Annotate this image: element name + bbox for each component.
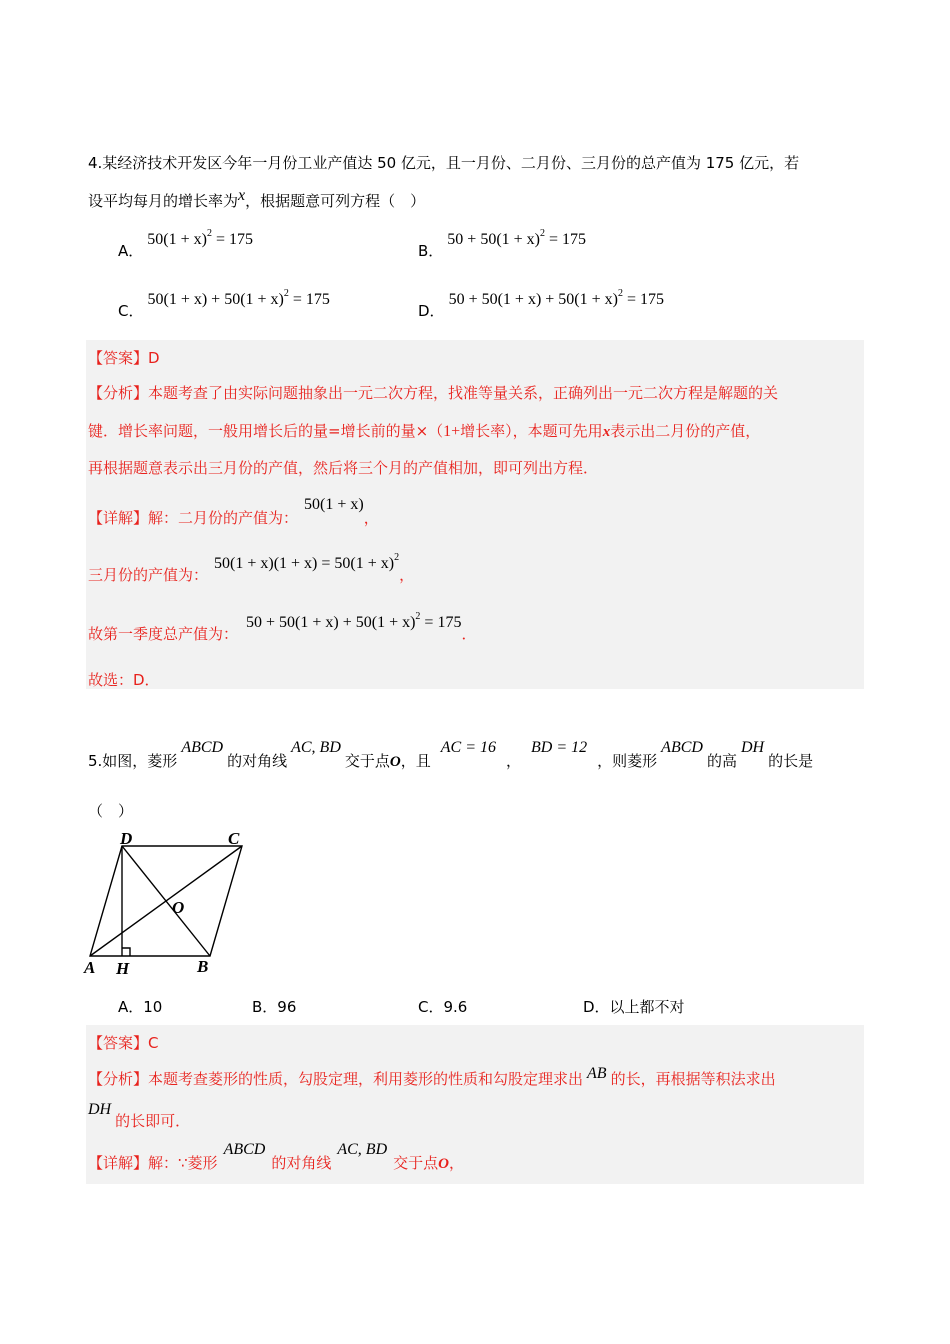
rhombus-figure: [80, 832, 260, 980]
q4-option-c-label: C．: [118, 302, 144, 320]
q5-analysis-text2: 的长即可．: [115, 1112, 191, 1130]
q4-detail-formula2: $50(1 + x)(1 + x) = 50(1 + x)^2$: [214, 552, 400, 572]
label-b: B: [197, 957, 209, 976]
q4-analysis-text2a: 键．增长率问题，一般用增长后的量=增长前的量×（: [88, 422, 444, 440]
label-h: H: [116, 959, 130, 978]
q4-analysis-line2: [88, 420, 760, 441]
label-c: C: [228, 832, 240, 848]
q4-analysis-tag: 【分析】: [88, 384, 149, 402]
q5-analysis-dh: DH: [88, 1101, 112, 1118]
q4-option-a[interactable]: [118, 228, 253, 260]
q4-detail-formula1: 50(1 + x): [304, 496, 364, 513]
q4-option-d[interactable]: [418, 288, 664, 320]
q5-option-d[interactable]: D．以上都不对: [583, 998, 685, 1016]
q4-analysis-text2b: 增长率），本题可先用: [460, 422, 603, 440]
q4-detail-comma2: ，: [399, 566, 415, 584]
q5-detail-line1: [88, 1138, 465, 1172]
label-d: D: [120, 832, 133, 848]
q5-analysis-text1a: 本题考查菱形的性质，勾股定理，利用菱形的性质和勾股定理求出: [148, 1070, 584, 1088]
q4-line2-a: 设平均每月的增长率为: [88, 192, 239, 210]
q5-acbd: AC, BD: [291, 739, 341, 756]
q4-detail-text2: 三月份的产值为：: [88, 566, 209, 584]
q4-var-x: x: [238, 187, 246, 204]
q5-analysis-line1: [88, 1062, 776, 1088]
q5-detail-tag: 【详解】: [88, 1154, 149, 1172]
q4-detail-text3: 故第一季度总产值为：: [88, 625, 239, 643]
q4-detail-formula3: $50 + 50(1 + x) + 50(1 + x)^2 = 175$: [246, 611, 462, 631]
q5-text5: ，则菱形: [597, 752, 658, 770]
q5-detail-acbd: AC, BD: [337, 1141, 388, 1158]
q5-bd12: BD = 12: [531, 739, 588, 756]
q5-abcd: ABCD: [181, 739, 224, 756]
q5-option-b[interactable]: B．96: [252, 998, 297, 1016]
q4-option-b-formula: $50 + 50(1 + x)^2 = 175$: [447, 228, 587, 248]
label-a: A: [84, 958, 96, 977]
q4-option-d-label: D．: [418, 302, 445, 320]
q5-analysis-tag: 【分析】: [88, 1070, 149, 1088]
q4-option-b-label: B．: [418, 242, 444, 260]
q4-option-a-formula: $50(1 + x)^2 = 175$: [147, 228, 253, 248]
q5-detail-o: O: [438, 1156, 449, 1172]
q4-analysis-line1: [88, 382, 778, 403]
q5-point-o: O: [389, 754, 401, 770]
q5-text3: 交于点: [344, 752, 390, 770]
q4-option-d-formula: $50 + 50(1 + x) + 50(1 + x)^2 = 175$: [448, 288, 664, 308]
q4-option-a-label: A．: [118, 242, 144, 260]
diagonal-bd: [122, 846, 210, 956]
q4-line1: 4.某经济技术开发区今年一月份工业产值达 50 亿元，且一月份、二月份、三月份的总产值为 175 亿元，若: [88, 154, 800, 172]
q5-detail-abcd: ABCD: [223, 1141, 266, 1158]
q5-detail-text1b: 的对角线: [271, 1154, 332, 1172]
q5-paren: （ ）: [88, 802, 134, 820]
q5-option-a[interactable]: A．10: [118, 998, 163, 1016]
q5-text6: 的高: [706, 752, 737, 770]
q4-analysis-line3: 再根据题意表示出三月份的产值，然后将三个月的产值相加，即可列出方程．: [88, 459, 599, 477]
q5-detail-text1a: 解：∵菱形: [148, 1154, 218, 1172]
q4-detail-comma1: ，: [363, 509, 379, 527]
q4-choose: 故选：D．: [88, 671, 160, 689]
right-angle-mark: [122, 948, 130, 956]
q4-option-c[interactable]: [118, 288, 330, 320]
q5-ac16: AC = 16: [440, 739, 497, 756]
q4-detail-text1: 解：二月份的产值为：: [148, 509, 299, 527]
q4-detail-line2: [88, 552, 415, 584]
q5-detail-comma: ，: [449, 1154, 465, 1172]
q4-line2-b: ，根据题意可列方程（ ）: [245, 192, 426, 210]
q4-detail-tag: 【详解】: [88, 509, 149, 527]
q5-line1: [88, 736, 814, 770]
q4-analysis-text1: 本题考查了由实际问题抽象出一元二次方程，找准等量关系，正确列出一元二次方程是解题的关: [148, 384, 779, 402]
label-o: O: [172, 898, 185, 917]
q5-dh: DH: [740, 739, 765, 756]
q4-option-c-formula: $50(1 + x) + 50(1 + x)^2 = 175$: [147, 288, 330, 308]
q4-analysis-x: x: [602, 424, 611, 440]
q5-abcd-2: ABCD: [661, 739, 703, 756]
q5-text1: 5.如图，菱形: [88, 752, 178, 770]
q5-text4: ，且: [400, 752, 431, 770]
q5-comma: ，: [506, 752, 522, 770]
q5-answer: 【答案】C: [88, 1034, 159, 1052]
q5-analysis-line2: [88, 1098, 191, 1130]
q4-analysis-text2c: 表示出二月份的产值，: [610, 422, 761, 440]
q4-detail-line1: [88, 493, 379, 527]
q5-option-c[interactable]: C．9.6: [418, 998, 468, 1016]
q5-detail-text1c: 交于点: [393, 1154, 439, 1172]
q4-detail-line3: [88, 611, 477, 643]
q4-option-b[interactable]: [418, 228, 587, 260]
q5-analysis-text1b: 的长，再根据等积法求出: [610, 1070, 776, 1088]
q4-answer: 【答案】D: [88, 349, 160, 367]
q5-text2: 的对角线: [227, 752, 288, 770]
q4-line2: [88, 187, 426, 211]
q5-analysis-ab: AB: [587, 1065, 607, 1082]
q4-detail-period: ．: [461, 625, 477, 643]
q5-text7: 的长是: [768, 752, 814, 770]
q4-analysis-one-plus: 1+: [443, 423, 461, 440]
